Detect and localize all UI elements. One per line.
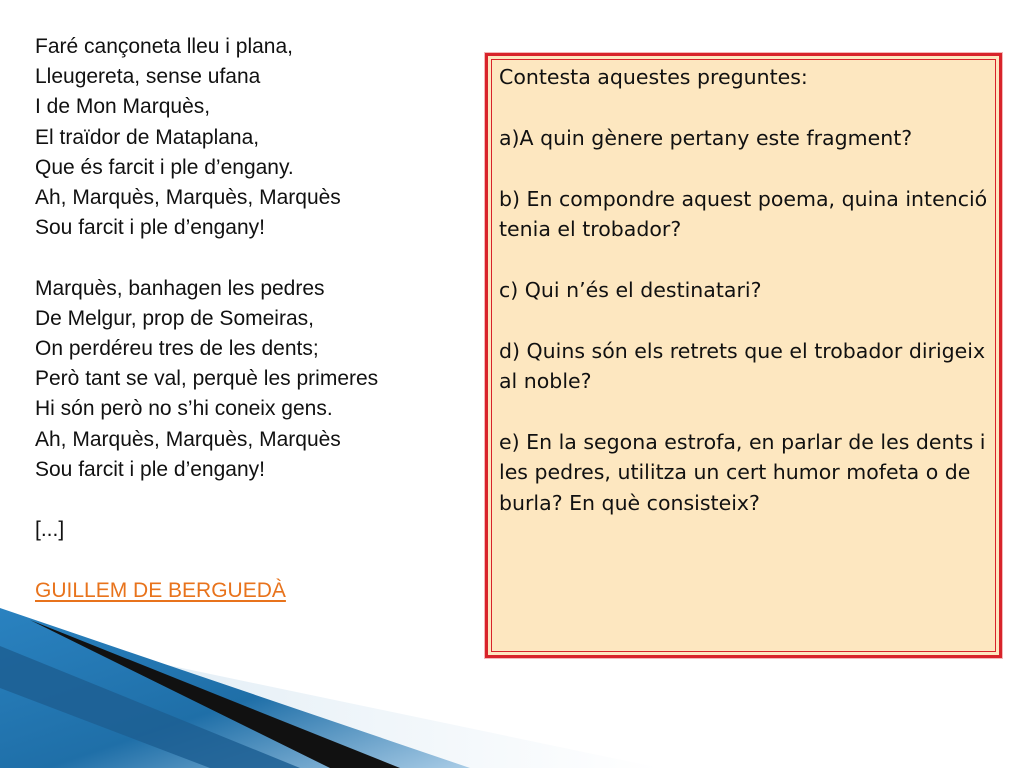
poem-line: Marquès, banhagen les pedres [35, 276, 325, 300]
poem-line: Hi són però no s’hi coneix gens. [35, 397, 333, 421]
question-c: c) Qui n’és el destinatari? [499, 277, 762, 302]
questions-box [485, 53, 1002, 658]
poem-line: Faré cançoneta lleu i plana, [35, 35, 293, 58]
poem-line: Sou farcit i ple d’engany! [35, 216, 265, 240]
decor-blue-band [0, 608, 470, 768]
questions-text [499, 62, 999, 548]
decor-dark-stripe [30, 620, 400, 768]
poem-line: Però tant se val, perquè les primeres [35, 367, 379, 391]
poem-text [35, 32, 475, 606]
poem-line: Ah, Marquès, Marquès, Marquès [35, 186, 341, 210]
stanza-gap [35, 485, 475, 515]
question-d: d) Quins són els retrets que el trobador dirigeix al noble? [499, 338, 986, 393]
poem-ellipsis: [...] [35, 518, 65, 542]
poem-line: El traïdor de Mataplana, [35, 125, 260, 149]
poem-line: Lleugereta, sense ufana [35, 65, 261, 89]
poem-line: I de Mon Marquès, [35, 95, 211, 119]
author-link[interactable]: GUILLEM DE BERGUEDÀ [35, 578, 286, 602]
questions-heading: Contesta aquestes preguntes: [499, 65, 808, 89]
poem-line: Que és farcit i ple d’engany. [35, 155, 294, 179]
decor-blue-stripe [0, 646, 300, 768]
poem-line: Sou farcit i ple d’engany! [35, 457, 265, 481]
question-b: b) En compondre aquest poema, quina intenció tenia el trobador? [499, 186, 988, 241]
poem-line: De Melgur, prop de Someiras, [35, 306, 314, 330]
stanza-gap [35, 243, 475, 273]
stanza-gap [35, 545, 475, 575]
poem-line: On perdéreu tres de les dents; [35, 337, 319, 361]
poem-line: Ah, Marquès, Marquès, Marquès [35, 427, 341, 451]
question-e: e) En la segona estrofa, en parlar de les dents i les pedres, utilitza un cert humor mofeta o de burla? En què consisteix? [499, 429, 986, 515]
question-a: a)A quin gènere pertany este fragment? [499, 125, 913, 150]
